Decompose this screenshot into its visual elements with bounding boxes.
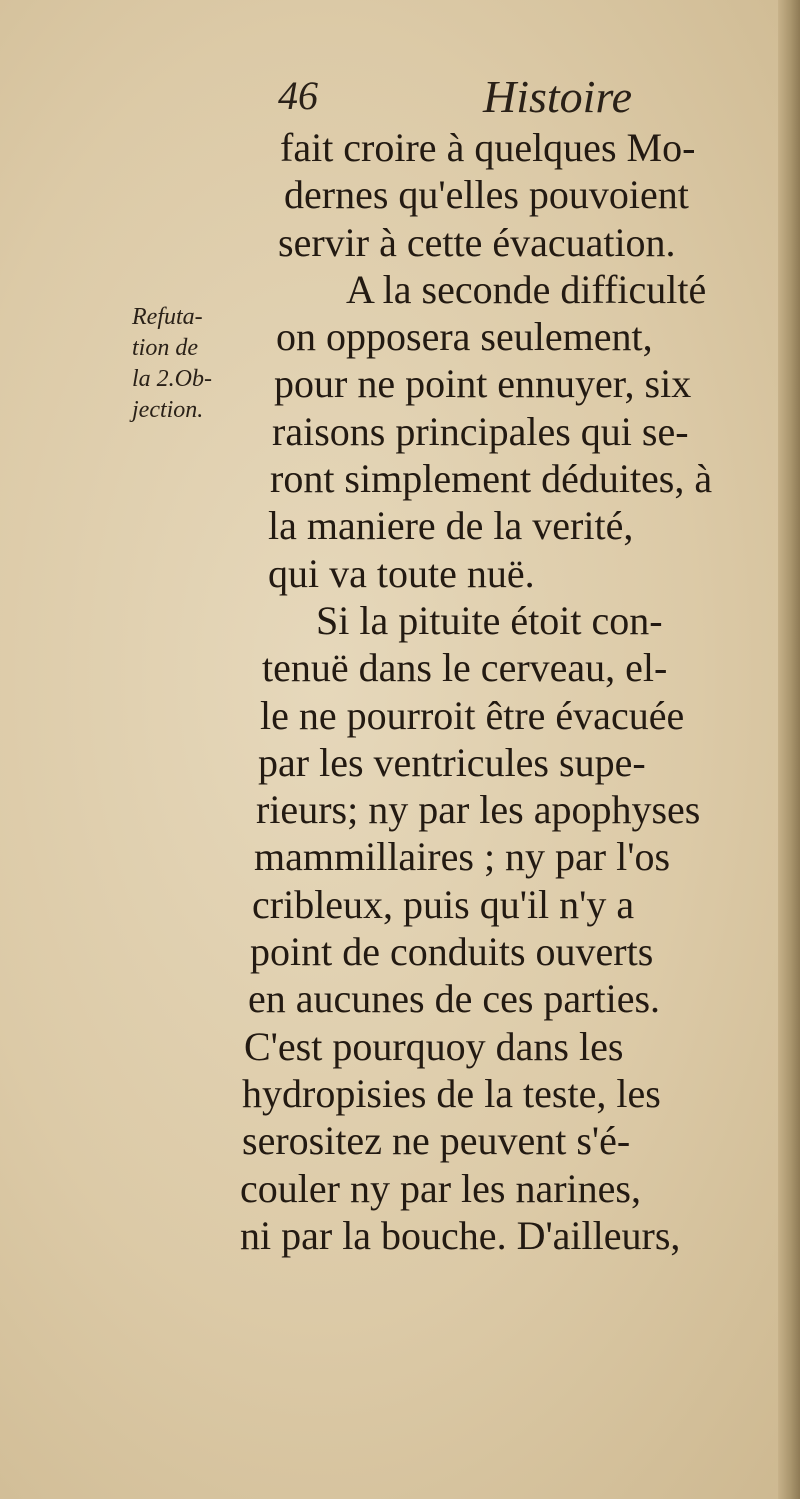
text-line: point de conduits ouverts: [250, 929, 654, 975]
text-line: fait croire à quelques Mo-: [280, 125, 696, 170]
page-header: [278, 70, 678, 130]
text-line: couler ny par les narines,: [240, 1165, 641, 1211]
text-line: hydropisies de la teste, les: [242, 1070, 661, 1116]
text-line: on opposera seulement,: [276, 314, 653, 360]
margin-note-line: tion de: [132, 335, 198, 361]
text-line: tenuë dans le cerveau, el-: [262, 645, 668, 691]
text-line: pour ne point ennuyer, six: [274, 361, 692, 407]
margin-note-line: jection.: [132, 397, 204, 423]
running-title: Histoire: [483, 71, 633, 122]
book-spine-shadow: [778, 0, 800, 1499]
text-line: serositez ne peuvent s'é-: [242, 1118, 631, 1164]
text-line: cribleux, puis qu'il n'y a: [252, 881, 635, 927]
text-line: raisons principales qui se-: [272, 408, 689, 454]
text-line: servir à cette évacuation.: [278, 219, 676, 265]
body-text: [240, 124, 770, 1259]
text-line: A la seconde difficulté: [346, 266, 707, 312]
text-line: qui va toute nuë.: [268, 550, 535, 596]
text-line: le ne pourroit être évacuée: [260, 692, 685, 738]
text-line: mammillaires ; ny par l'os: [254, 834, 671, 880]
margin-note-line: Refuta-: [132, 304, 203, 330]
page-number: 46: [278, 73, 318, 118]
margin-note-line: la 2.Ob-: [132, 366, 212, 392]
text-line: la maniere de la verité,: [268, 503, 634, 549]
text-line: Si la pituite étoit con-: [316, 597, 663, 643]
text-line: rieurs; ny par les apophyses: [256, 787, 701, 833]
text-line: dernes qu'elles pouvoient: [284, 172, 689, 218]
text-line: ront simplement déduites, à: [270, 456, 713, 502]
text-line: en aucunes de ces parties.: [248, 976, 661, 1022]
text-line: ni par la bouche. D'ailleurs,: [240, 1212, 681, 1258]
text-line: C'est pourquoy dans les: [244, 1023, 624, 1069]
text-line: par les ventricules supe-: [258, 739, 646, 785]
